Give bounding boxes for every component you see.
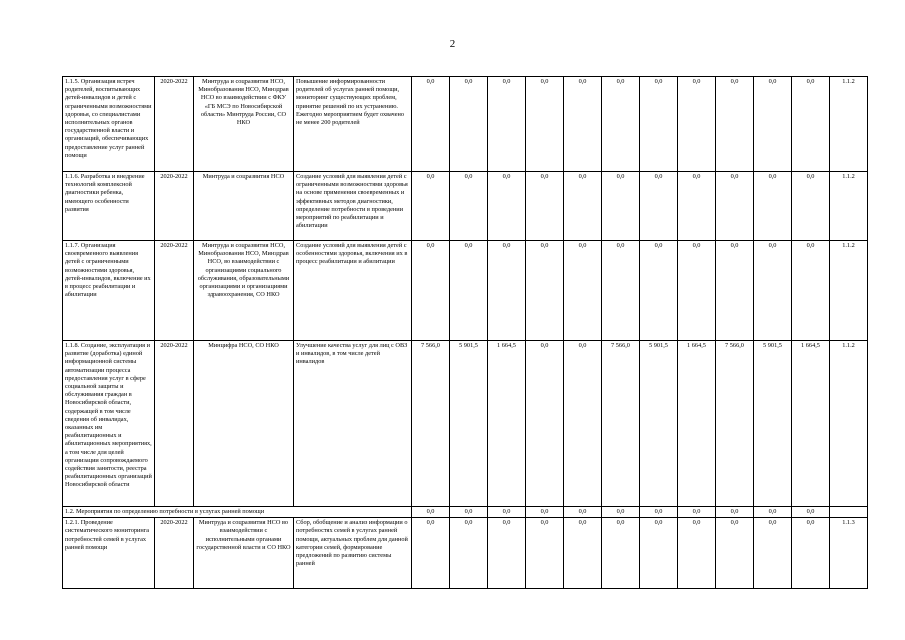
amount-cell: 0,0 [564, 241, 602, 341]
table-row [63, 518, 868, 589]
table-row [63, 77, 868, 172]
measure-name: 1.2.1. Проведение систематического мониторинга потребностей семей в услугах ранней помощи [63, 518, 155, 589]
amount-cell: 0,0 [564, 341, 602, 507]
amount-cell: 0,0 [564, 77, 602, 172]
amount-cell: 7 566,0 [602, 341, 640, 507]
expected-result: Сбор, обобщение и анализ информации о потребностях семей в услугах ранней помощи, актуальных проблем для данной категории семей, формирование предложений по развитию системы ранней [294, 518, 412, 589]
amount-cell: 0,0 [792, 241, 830, 341]
expected-result: Улучшение качества услуг для лиц с ОВЗ и инвалидов, в том числе детей инвалидов [294, 341, 412, 507]
amount-cell: 0,0 [678, 77, 716, 172]
amount-cell: 5 901,5 [450, 341, 488, 507]
measure-name: 1.1.8. Создание, эксплуатация и развитие (доработка) единой информационной системы автоматизации процесса предоставления услуг в сфере социальной защиты и обслуживания граждан в Новосибирской области, содержащей в том числе сведения об инвалидах, оказанных им реабилитационных и абилитационных мероприятиях, а том числе для целей организации сопровождаемого содействия занятости, реестра реабилитационных организаций Новосибирской области [63, 341, 155, 507]
indicator-code: 1.1.2 [830, 172, 868, 241]
amount-cell: 0,0 [792, 172, 830, 241]
amount-cell: 0,0 [754, 241, 792, 341]
period: 2020-2022 [155, 172, 194, 241]
amount-cell: 1 664,5 [792, 341, 830, 507]
expected-result: Создание условий для выявления детей с ограниченными возможностями здоровья на основе применения своевременных и эффективных методов диагностики, определение потребности в проведении мероприятий по реабилитации и абилитации [294, 172, 412, 241]
amount-cell: 0,0 [602, 172, 640, 241]
measures-table [62, 76, 868, 589]
amount-cell: 0,0 [526, 241, 564, 341]
amount-cell: 0,0 [602, 77, 640, 172]
expected-result: Повышение информированности родителей об услугах ранней помощи, мониторинг существующих проблем, принятие решений по их устранению. Ежегодно мероприятием будет охвачено не менее 200 родителей [294, 77, 412, 172]
page-number: 2 [449, 38, 456, 50]
amount-cell: 0,0 [640, 507, 678, 518]
amount-cell: 0,0 [526, 518, 564, 589]
amount-cell: 0,0 [754, 172, 792, 241]
amount-cell: 0,0 [488, 518, 526, 589]
amount-cell: 0,0 [564, 518, 602, 589]
amount-cell: 0,0 [792, 518, 830, 589]
amount-cell: 5 901,5 [640, 341, 678, 507]
amount-cell: 0,0 [716, 77, 754, 172]
executor: Минтруда и соцразвития НСО [194, 172, 294, 241]
period: 2020-2022 [155, 518, 194, 589]
amount-cell: 1 664,5 [488, 341, 526, 507]
amount-cell: 0,0 [678, 241, 716, 341]
amount-cell: 5 901,5 [754, 341, 792, 507]
amount-cell: 0,0 [602, 518, 640, 589]
amount-cell: 0,0 [640, 172, 678, 241]
amount-cell: 0,0 [792, 507, 830, 518]
amount-cell: 0,0 [488, 241, 526, 341]
expected-result: Создание условий для выявления детей с особенностями здоровья, включения их в процесс реабилитации и абилитации [294, 241, 412, 341]
amount-cell: 0,0 [640, 77, 678, 172]
amount-cell: 0,0 [412, 518, 450, 589]
period: 2020-2022 [155, 341, 194, 507]
amount-cell: 0,0 [678, 507, 716, 518]
amount-cell: 0,0 [754, 77, 792, 172]
amount-cell: 0,0 [412, 241, 450, 341]
executor: Минцифра НСО, СО НКО [194, 341, 294, 507]
table-row [63, 341, 868, 507]
executor: Минтруда и соцразвития НСО, Минобразования НСО, Минздрав НСО, во взаимодействии с организациями социального обслуживания, образовательными организациями и организациями здравоохранения, СО НКО [194, 241, 294, 341]
measure-name: 1.1.6. Разработка и внедрение технологий комплексной диагностики ребенка, имеющего особенности развития [63, 172, 155, 241]
measure-name: 1.1.7. Организация своевременного выявления детей с ограниченными возможностями здоровья, детей-инвалидов, включение их в процесс реабилитации и абилитации [63, 241, 155, 341]
empty-cell [830, 507, 868, 518]
measure-name: 1.1.5. Организация встреч родителей, воспитывающих детей-инвалидов и детей с ограниченными возможностями здоровья, со специалистами исполнительных органов государственной власти и организаций, обеспечивающих предоставление услуг ранней помощи [63, 77, 155, 172]
amount-cell: 0,0 [678, 518, 716, 589]
amount-cell: 0,0 [450, 77, 488, 172]
executor: Минтруда и соцразвития НСО, Минобразования НСО, Минздрав НСО во взаимодействии с ФКУ «ГБ МСЭ по Новосибирской области» Минтруда России, СО НКО [194, 77, 294, 172]
amount-cell: 0,0 [450, 518, 488, 589]
amount-cell: 0,0 [716, 241, 754, 341]
indicator-code: 1.1.2 [830, 241, 868, 341]
amount-cell: 0,0 [792, 77, 830, 172]
amount-cell: 0,0 [526, 341, 564, 507]
amount-cell: 0,0 [678, 172, 716, 241]
table-row [63, 241, 868, 341]
amount-cell: 0,0 [488, 77, 526, 172]
period: 2020-2022 [155, 77, 194, 172]
amount-cell: 0,0 [716, 518, 754, 589]
section-title: 1.2. Мероприятия по определению потребности в услугах ранней помощи [63, 507, 412, 518]
amount-cell: 0,0 [450, 241, 488, 341]
amount-cell: 7 566,0 [412, 341, 450, 507]
amount-cell: 0,0 [450, 172, 488, 241]
amount-cell: 0,0 [640, 241, 678, 341]
amount-cell: 0,0 [412, 507, 450, 518]
amount-cell: 0,0 [640, 518, 678, 589]
amount-cell: 0,0 [564, 172, 602, 241]
table-body [63, 77, 868, 589]
amount-cell: 0,0 [564, 507, 602, 518]
table-row [63, 172, 868, 241]
amount-cell: 0,0 [488, 507, 526, 518]
amount-cell: 0,0 [754, 507, 792, 518]
indicator-code: 1.1.2 [830, 341, 868, 507]
amount-cell: 0,0 [450, 507, 488, 518]
amount-cell: 0,0 [412, 77, 450, 172]
amount-cell: 0,0 [716, 172, 754, 241]
indicator-code: 1.1.3 [830, 518, 868, 589]
amount-cell: 0,0 [526, 77, 564, 172]
executor: Минтруда и соцразвития НСО во взаимодействии с исполнительными органами государственной власти и СО НКО [194, 518, 294, 589]
indicator-code: 1.1.2 [830, 77, 868, 172]
amount-cell: 0,0 [526, 172, 564, 241]
amount-cell: 0,0 [716, 507, 754, 518]
amount-cell: 0,0 [754, 518, 792, 589]
period: 2020-2022 [155, 241, 194, 341]
section-row [63, 507, 868, 518]
amount-cell: 0,0 [412, 172, 450, 241]
amount-cell: 0,0 [488, 172, 526, 241]
amount-cell: 0,0 [602, 507, 640, 518]
amount-cell: 1 664,5 [678, 341, 716, 507]
amount-cell: 7 566,0 [716, 341, 754, 507]
amount-cell: 0,0 [526, 507, 564, 518]
amount-cell: 0,0 [602, 241, 640, 341]
